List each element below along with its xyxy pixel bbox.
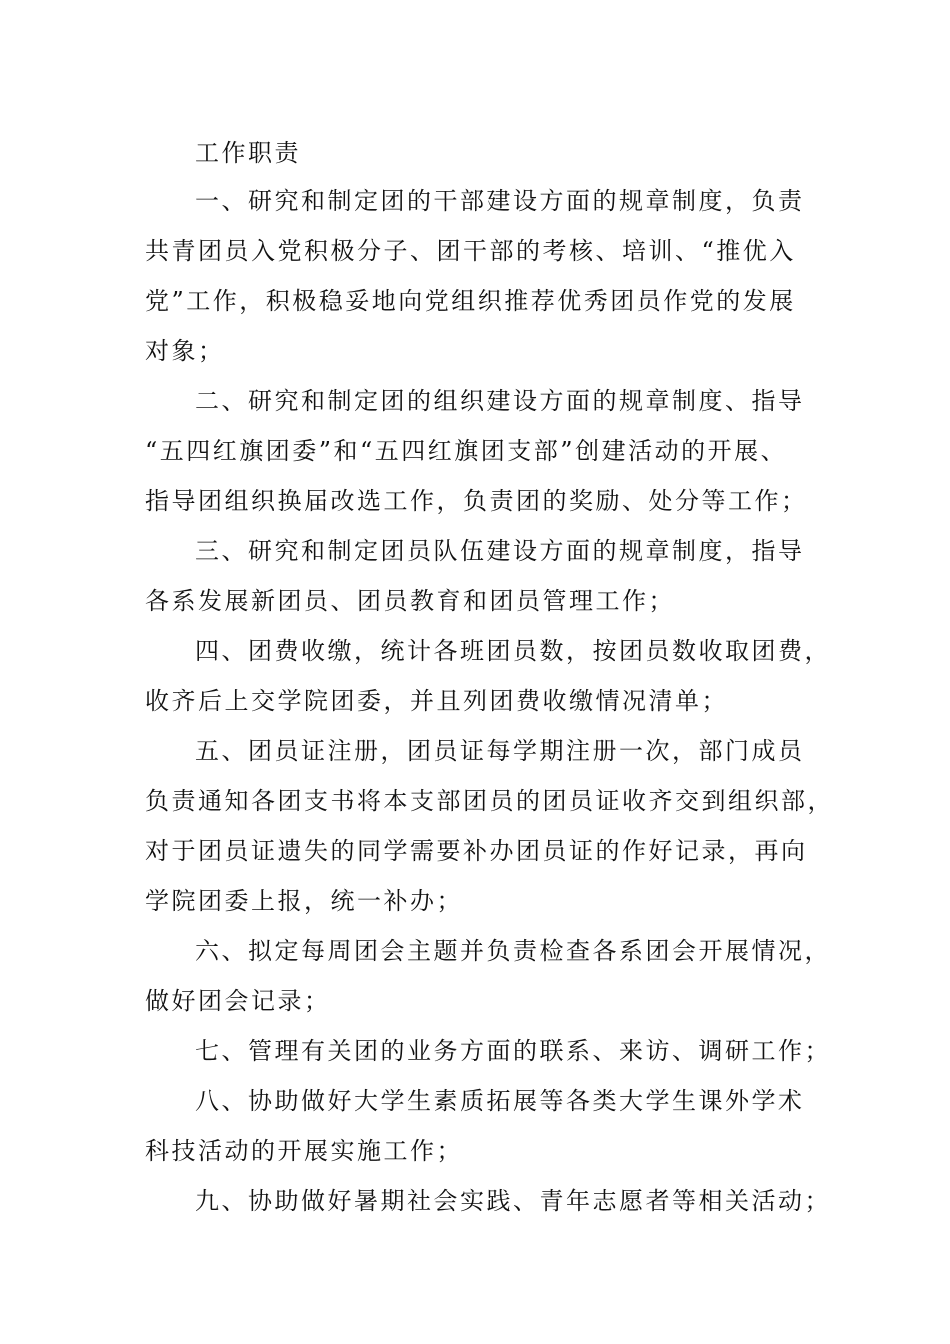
paragraph-line: 六、拟定每周团会主题并负责检查各系团会开展情况，	[195, 937, 831, 965]
paragraph-line: 科技活动的开展实施工作；	[145, 1137, 463, 1165]
paragraph-line: 四、团费收缴，统计各班团员数，按团员数收取团费，	[195, 637, 831, 665]
paragraph-line: 学院团委上报，统一补办；	[145, 887, 463, 915]
paragraph-line: 对于团员证遗失的同学需要补办团员证的作好记录，再向	[145, 837, 808, 865]
paragraph-line: 负责通知各团支书将本支部团员的团员证收齐交到组织部，	[145, 787, 834, 815]
paragraph-line: 五、团员证注册，团员证每学期注册一次，部门成员	[195, 737, 805, 765]
paragraph-line: 做好团会记录；	[145, 987, 331, 1015]
paragraph-line: 九、协助做好暑期社会实践、青年志愿者等相关活动；	[195, 1187, 831, 1215]
paragraph-line: 七、管理有关团的业务方面的联系、来访、调研工作；	[195, 1037, 831, 1065]
paragraph-line: 党”工作，积极稳妥地向党组织推荐优秀团员作党的发展	[145, 287, 796, 315]
paragraph-line: 共青团员入党积极分子、团干部的考核、培训、“推优入	[145, 237, 796, 265]
paragraph-line: 三、研究和制定团员队伍建设方面的规章制度，指导	[195, 537, 805, 565]
paragraph-line: 八、协助做好大学生素质拓展等各类大学生课外学术	[195, 1087, 805, 1115]
paragraph-line: “五四红旗团委”和“五四红旗团支部”创建活动的开展、	[145, 437, 788, 465]
paragraph-line: 对象；	[145, 337, 225, 365]
paragraph-line: 收齐后上交学院团委，并且列团费收缴情况清单；	[145, 687, 728, 715]
paragraph-line: 一、研究和制定团的干部建设方面的规章制度，负责	[195, 187, 805, 215]
document-title: 工作职责	[195, 139, 301, 167]
paragraph-line: 指导团组织换届改选工作，负责团的奖励、处分等工作；	[145, 487, 808, 515]
paragraph-line: 二、研究和制定团的组织建设方面的规章制度、指导	[195, 387, 805, 415]
paragraph-line: 各系发展新团员、团员教育和团员管理工作；	[145, 587, 675, 615]
